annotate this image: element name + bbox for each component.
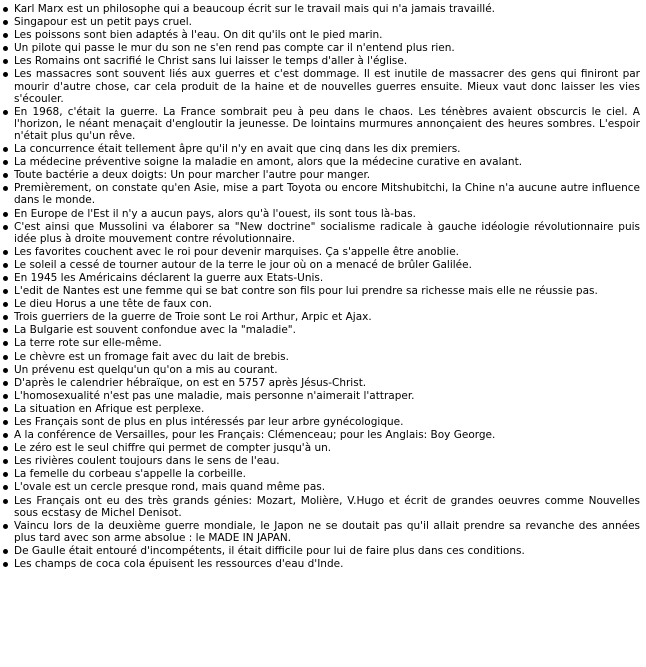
list-item: La femelle du corbeau s'appelle la corbeille. [14,468,640,480]
list-item: Les massacres sont souvent liés aux guerres et c'est dommage. Il est inutile de massacrer des gens qui finiront par mourir d'autre chose, car cela produit de la haine et de nouvelles guerres ensuite. Mieux vaut donc laisser les vies s'écouler. [14,68,640,105]
list-item: Karl Marx est un philosophe qui a beaucoup écrit sur le travail mais qui n'a jamais travaillé. [14,3,640,15]
list-item: L'edit de Nantes est une femme qui se bat contre son fils pour lui prendre sa richesse mais elle ne réussie pas. [14,285,640,297]
list-item: Le chèvre est un fromage fait avec du lait de brebis. [14,351,640,363]
list-item: Les favorites couchent avec le roi pour devenir marquises. Ça s'appelle être anoblie. [14,246,640,258]
list-item: Trois guerriers de la guerre de Troie sont Le roi Arthur, Arpic et Ajax. [14,311,640,323]
list-item: En Europe de l'Est il n'y a aucun pays, alors qu'à l'ouest, ils sont tous là-bas. [14,208,640,220]
list-item: Le zéro est le seul chiffre qui permet de compter jusqu'à un. [14,442,640,454]
list-item: La Bulgarie est souvent confondue avec la "maladie". [14,324,640,336]
list-item: Les Français ont eu des très grands génies: Mozart, Molière, V.Hugo et écrit de grandes oeuvres comme Nouvelles sous ecstasy de Michel Denisot. [14,494,640,519]
list-item: De Gaulle était entouré d'incompétents, il était difficile pour lui de faire plus dans ces conditions. [14,545,640,557]
list-item: Les champs de coca cola épuisent les ressources d'eau d'Inde. [14,558,640,570]
list-item: En 1968, c'était la guerre. La France sombrait peu à peu dans le chaos. Les ténèbres avaient obscurcis le ciel. A l'horizon, le néant menaçait d'engloutir la jeunesse. De lointains murmures annonçaient des heures sombres. L'espoir n'était plus qu'un rêve. [14,105,640,142]
list-item: Le soleil a cessé de tourner autour de la terre le jour où on a menacé de brûler Galilée. [14,259,640,271]
list-item: La médecine préventive soigne la maladie en amont, alors que la médecine curative en avalant. [14,156,640,168]
list-item: D'après le calendrier hébraïque, on est en 5757 après Jésus-Christ. [14,377,640,389]
list-item: Les rivières coulent toujours dans le sens de l'eau. [14,455,640,467]
list-item: Un pilote qui passe le mur du son ne s'en rend pas compte car il n'entend plus rien. [14,42,640,54]
list-item: Premièrement, on constate qu'en Asie, mise a part Toyota ou encore Mitshubitchi, la Chine n'a aucune autre influence dans le monde. [14,182,640,207]
list-item: En 1945 les Américains déclarent la guerre aux Etats-Unis. [14,272,640,284]
quote-list [0,3,640,570]
list-item: Singapour est un petit pays cruel. [14,16,640,28]
list-item: Le dieu Horus a une tête de faux con. [14,298,640,310]
list-item: C'est ainsi que Mussolini va élaborer sa "New doctrine" socialisme radicale à gauche idéologie révolutionnaire puis idée plus à droite mouvement contre révolutionnaire. [14,220,640,245]
list-item: La situation en Afrique est perplexe. [14,403,640,415]
list-item: Un prévenu est quelqu'un qu'on a mis au courant. [14,364,640,376]
list-item: A la conférence de Versailles, pour les Français: Clémenceau; pour les Anglais: Boy George. [14,429,640,441]
list-item: Les Romains ont sacrifié le Christ sans lui laisser le temps d'aller à l'église. [14,55,640,67]
list-item: L'homosexualité n'est pas une maladie, mais personne n'aimerait l'attraper. [14,390,640,402]
list-item: Les Français sont de plus en plus intéressés par leur arbre gynécologique. [14,416,640,428]
list-item: Toute bactérie a deux doigts: Un pour marcher l'autre pour manger. [14,169,640,181]
list-item: La concurrence était tellement âpre qu'il n'y en avait que cinq dans les dix premiers. [14,143,640,155]
list-item: L'ovale est un cercle presque rond, mais quand même pas. [14,481,640,493]
list-item: Les poissons sont bien adaptés à l'eau. On dit qu'ils ont le pied marin. [14,29,640,41]
list-item: La terre rote sur elle-même. [14,337,640,349]
list-item: Vaincu lors de la deuxième guerre mondiale, le Japon ne se doutait pas qu'il allait prendre sa revanche des années plus tard avec son arme absolue : le MADE IN JAPAN. [14,519,640,544]
